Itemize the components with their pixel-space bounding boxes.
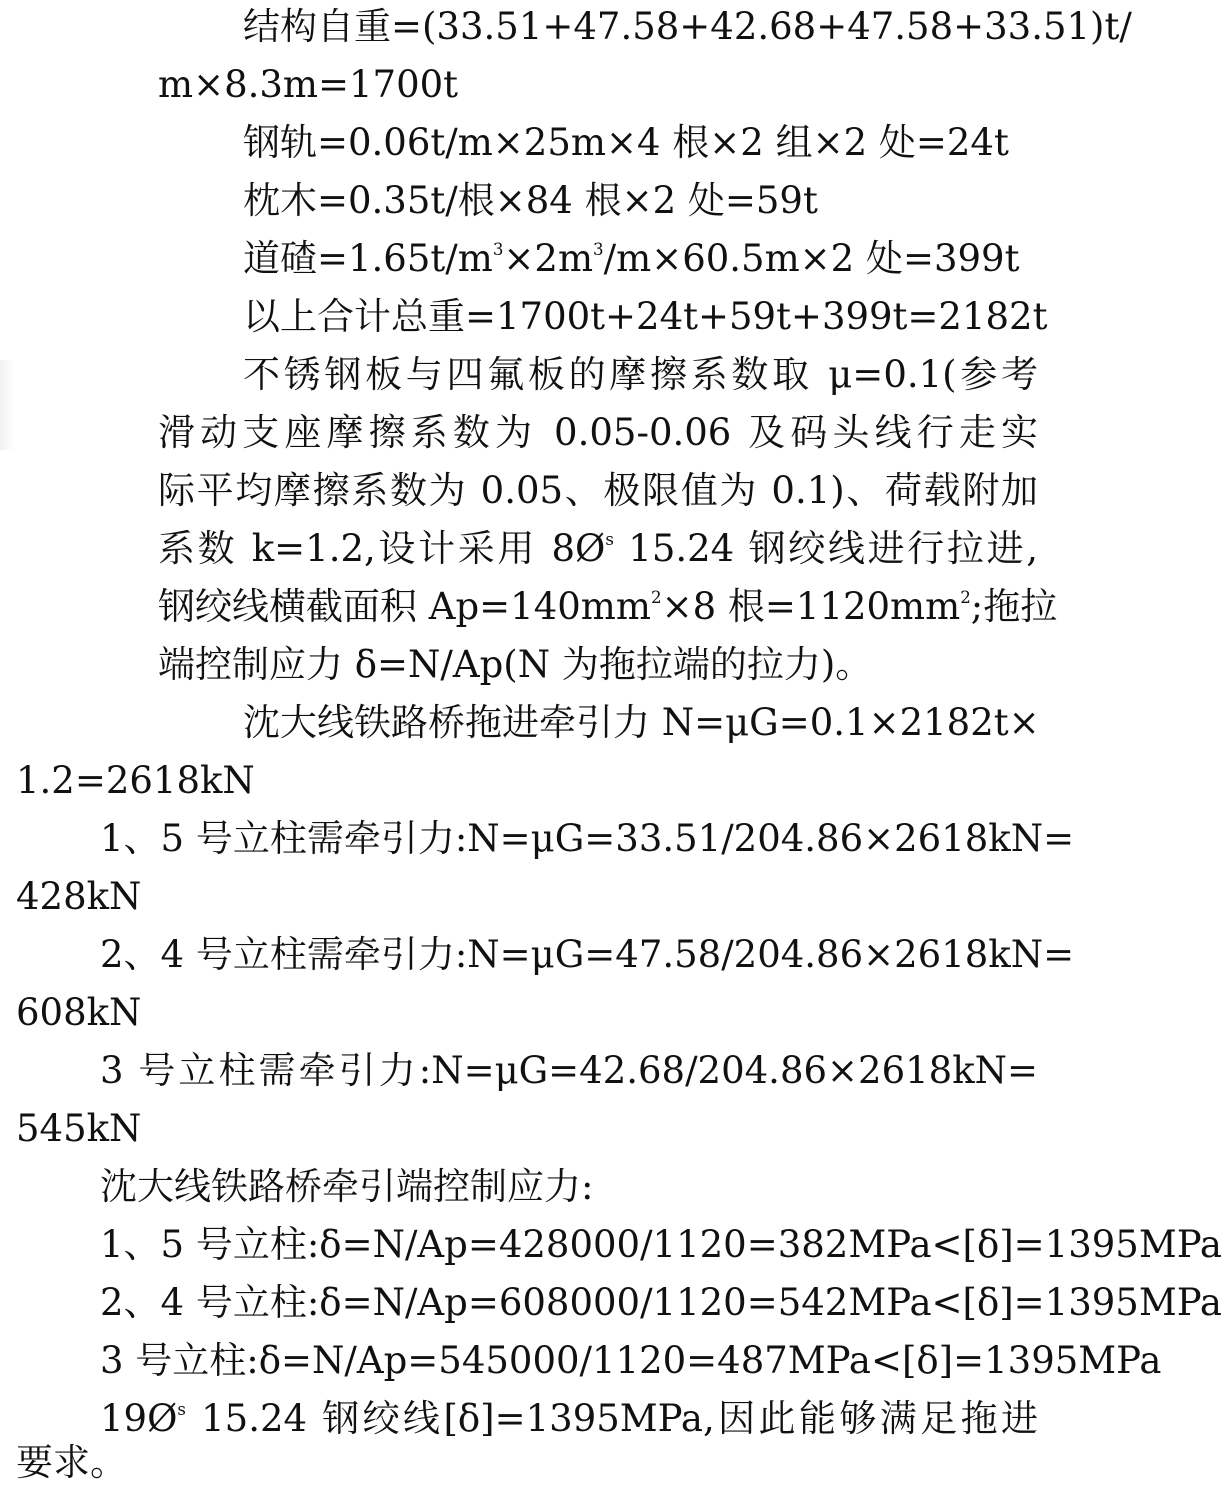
text-line: 不锈钢板与四氟板的摩擦系数取 μ=0.1(参考: [243, 353, 1038, 396]
text-line: m×8.3m=1700t: [158, 63, 459, 106]
text-line: 2、4 号立柱需牵引力:N=μG=47.58/204.86×2618kN=: [100, 933, 1075, 976]
text-line: 428kN: [16, 875, 142, 918]
text-line: 1、5 号立柱:δ=N/Ap=428000/1120=382MPa<[δ]=1395MPa: [100, 1223, 1222, 1266]
text-line: 3 号立柱需牵引力:N=μG=42.68/204.86×2618kN=: [100, 1049, 1038, 1092]
text-line: 3 号立柱:δ=N/Ap=545000/1120=487MPa<[δ]=1395MPa: [100, 1339, 1162, 1382]
scan-edge-shadow: [0, 360, 14, 450]
text-line: 滑动支座摩擦系数为 0.05-0.06 及码头线行走实: [158, 411, 1038, 454]
text-line: 结构自重=(33.51+47.58+42.68+47.58+33.51)t/: [243, 5, 1132, 48]
text-line: 钢绞线横截面积 $Ap=140mm^2\times 8$ 根$=1120mm^2$;拖拉: [158, 585, 1058, 628]
text-line: 2、4 号立柱:δ=N/Ap=608000/1120=542MPa<[δ]=1395MPa: [100, 1281, 1222, 1324]
text-line: 1、5 号立柱需牵引力:N=μG=33.51/204.86×2618kN=: [100, 817, 1075, 860]
text-line: $19Ø^s$ 15.24 钢绞线[δ]=1395MPa,因此能够满足拖进: [100, 1397, 1038, 1440]
text-line: 以上合计总重=1700t+24t+59t+399t=2182t: [243, 295, 1048, 338]
text-line: 608kN: [16, 991, 142, 1034]
text-line: 枕木=0.35t/根×84 根×2 处=59t: [243, 179, 818, 222]
text-line: 1.2=2618kN: [16, 759, 255, 802]
text-line: 系数 k=1.2,设计采用 $8Ø^s$ 15.24 钢绞线进行拉进,: [158, 527, 1038, 570]
text-line: 道碴$=1.65t/m^3\times 2m^3/m\times 60.5m\times 2$ 处=399t: [243, 237, 1020, 280]
text-line: 际平均摩擦系数为 0.05、极限值为 0.1)、荷载附加: [158, 469, 1038, 512]
text-line: 要求。: [16, 1441, 127, 1484]
text-line: 沈大线铁路桥牵引端控制应力:: [100, 1165, 594, 1208]
text-line: 545kN: [16, 1107, 142, 1150]
text-line: 钢轨=0.06t/m×25m×4 根×2 组×2 处=24t: [243, 121, 1009, 164]
text-line: 端控制应力 δ=N/Ap(N 为拖拉端的拉力)。: [158, 643, 873, 686]
text-line: 沈大线铁路桥拖进牵引力 N=μG=0.1×2182t×: [243, 701, 1040, 744]
